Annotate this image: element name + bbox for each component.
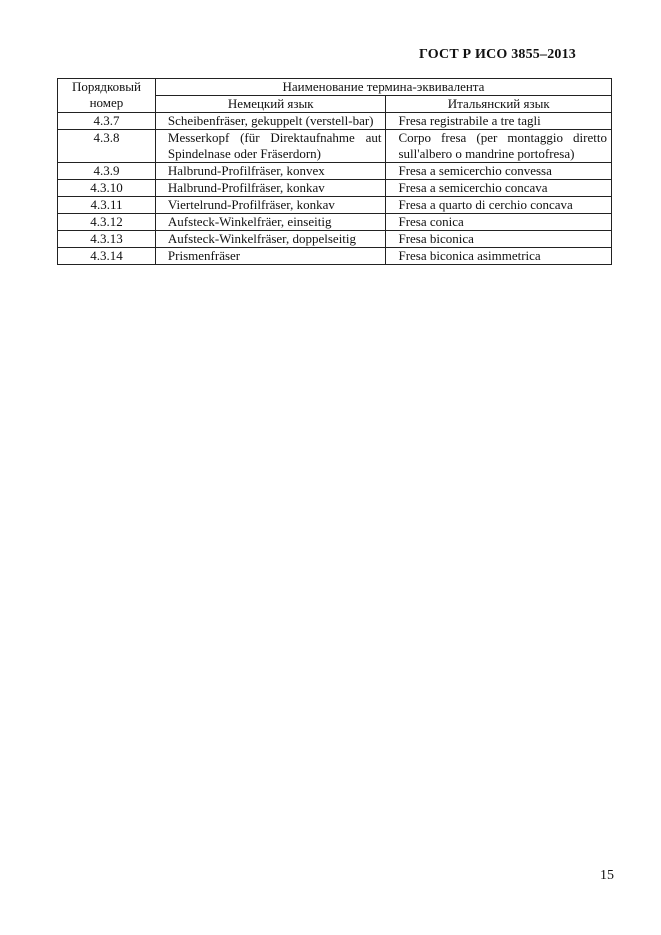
term-number: 4.3.8: [58, 130, 156, 163]
table-row: [58, 214, 612, 231]
page-number: 15: [600, 868, 614, 883]
italian-term: Fresa a semicerchio convessa: [386, 163, 612, 180]
terms-table: [57, 78, 612, 265]
italian-term: Fresa a quarto di cerchio concava: [386, 197, 612, 214]
column-group-header: Наименование термина-эквивалента: [155, 79, 611, 96]
term-number: 4.3.14: [58, 248, 156, 265]
german-term: Messerkopf (für Direktaufnahme aut Spindelnase oder Fräserdorn): [155, 130, 386, 163]
table-row: [58, 231, 612, 248]
table-row: [58, 113, 612, 130]
german-term: Prismenfräser: [155, 248, 386, 265]
column-header-german: Немецкий язык: [155, 96, 386, 113]
table-row: [58, 197, 612, 214]
term-number: 4.3.13: [58, 231, 156, 248]
german-term: Aufsteck-Winkelfräser, doppelseitig: [155, 231, 386, 248]
term-number: 4.3.11: [58, 197, 156, 214]
table-row: [58, 163, 612, 180]
german-term: Viertelrund-Profilfräser, konkav: [155, 197, 386, 214]
italian-term: Corpo fresa (per montaggio diretto sull'albero o mandrine portofresa): [386, 130, 612, 163]
german-term: Aufsteck-Winkelfräer, einseitig: [155, 214, 386, 231]
column-header-italian: Итальянский язык: [386, 96, 612, 113]
german-term: Halbrund-Profilfräser, konvex: [155, 163, 386, 180]
term-number: 4.3.12: [58, 214, 156, 231]
italian-term: Fresa a semicerchio concava: [386, 180, 612, 197]
term-number: 4.3.9: [58, 163, 156, 180]
table-row: [58, 130, 612, 163]
italian-term: Fresa biconica: [386, 231, 612, 248]
table-row: [58, 180, 612, 197]
term-number: 4.3.7: [58, 113, 156, 130]
table-row: [58, 248, 612, 265]
column-header-number: Порядковый номер: [58, 79, 156, 113]
document-header: ГОСТ Р ИСО 3855–2013: [418, 47, 576, 62]
italian-term: Fresa biconica asimmetrica: [386, 248, 612, 265]
german-term: Halbrund-Profilfräser, konkav: [155, 180, 386, 197]
italian-term: Fresa conica: [386, 214, 612, 231]
term-number: 4.3.10: [58, 180, 156, 197]
italian-term: Fresa registrabile a tre tagli: [386, 113, 612, 130]
german-term: Scheibenfräser, gekuppelt (verstell-bar): [155, 113, 386, 130]
